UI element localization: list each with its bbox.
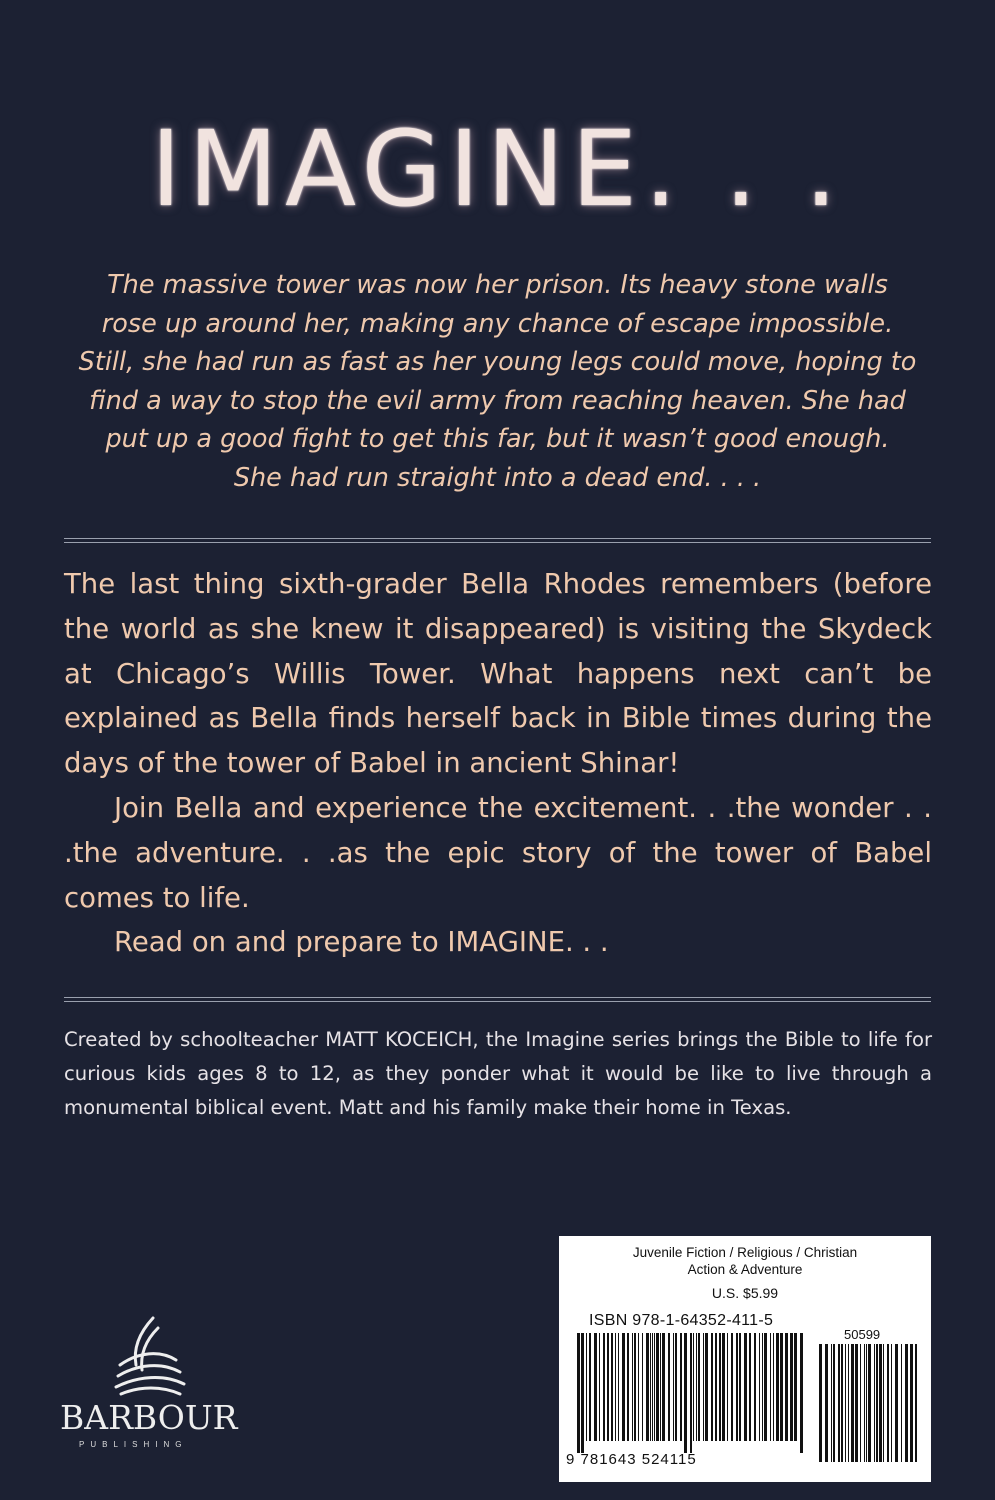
barcode-bar (634, 1333, 636, 1441)
barcode-bar (656, 1333, 659, 1441)
barcode-bar (915, 1344, 917, 1462)
price-barcode-icon (819, 1344, 919, 1474)
barcode-bar (638, 1333, 639, 1441)
barcode-bar (901, 1344, 902, 1462)
barcode-bar (800, 1333, 803, 1453)
barcode-bar (698, 1333, 700, 1441)
barcode-bar (759, 1333, 760, 1441)
barcode-bar (794, 1333, 797, 1441)
publisher-name: BARBOUR (60, 1398, 238, 1437)
publisher-logo-icon (58, 1310, 238, 1460)
barcode-bar (618, 1333, 619, 1441)
barcode-bar (673, 1333, 674, 1441)
barcode-bar (749, 1333, 751, 1441)
barcode-bar (744, 1333, 747, 1441)
category-line-2: Action & Adventure (687, 1262, 803, 1277)
teaser-line: find a way to stop the evil army from reaching heaven. She had (89, 385, 906, 416)
barcode-bar (642, 1333, 643, 1441)
barcode-bar (650, 1333, 651, 1441)
barcode-bar (841, 1344, 843, 1462)
barcode-bar (690, 1333, 692, 1453)
barcode-bar (705, 1333, 708, 1441)
barcode-bar (696, 1333, 697, 1441)
barcode-bar (603, 1333, 605, 1441)
barcode-bar (654, 1333, 655, 1441)
barcode-bar (855, 1344, 858, 1462)
barcode-bar (891, 1344, 892, 1462)
barcode-bar (770, 1333, 771, 1441)
barcode-bar (876, 1344, 878, 1462)
barcode-bar (589, 1333, 591, 1441)
barcode-bar (780, 1333, 783, 1441)
teaser-line: rose up around her, making any chance of escape impossible. (101, 308, 894, 339)
barcode-digits: 9 781643 524115 (566, 1451, 697, 1468)
barcode-bar (739, 1333, 741, 1441)
barcode-bar (866, 1344, 867, 1462)
barcode-bar (848, 1344, 849, 1462)
barcode-bar (838, 1344, 840, 1462)
barcode-bar (680, 1333, 682, 1441)
barcode-bar (883, 1344, 884, 1462)
barcode-bar (790, 1333, 793, 1441)
category-label (559, 1244, 931, 1278)
barcode-bar (762, 1333, 763, 1441)
barcode-bar (622, 1333, 625, 1441)
barcode-bar (586, 1333, 587, 1441)
barcode-bar (825, 1344, 828, 1462)
barcode-bar (652, 1333, 653, 1441)
barcode-bar (773, 1333, 774, 1441)
isbn-barcode-icon (577, 1333, 805, 1453)
barcode-bar (910, 1344, 913, 1462)
barcode-bar (764, 1333, 767, 1441)
description-paragraph-3: Read on and prepare to IMAGINE. . . (114, 926, 609, 959)
barcode-bar (693, 1333, 694, 1441)
barcode-bar (715, 1333, 717, 1441)
divider-top (64, 538, 931, 543)
barcode-bar (736, 1333, 738, 1441)
publisher-subtitle: PUBLISHING (79, 1440, 188, 1449)
barcode-panel (559, 1236, 931, 1482)
barcode-bar (722, 1333, 725, 1441)
barcode-bar (831, 1344, 832, 1462)
description-paragraph-2: Join Bella and experience the excitement. . .the wonder . . .the adventure. . .as the epic story of the tower of Babel comes to life. (64, 791, 932, 914)
barcode-bar (719, 1333, 721, 1441)
barcode-bar (868, 1344, 871, 1462)
book-description (64, 562, 932, 965)
teaser-line: The massive tower was now her prison. Its heavy stone walls (107, 270, 888, 300)
cover-title: IMAGINE. . . (150, 108, 845, 230)
author-bio: Created by schoolteacher MATT KOCEICH, the Imagine series brings the Bible to life for curious kids ages 8 to 12, as they ponder what it would be like to live through a monumental biblical event. Matt and his family make their home in Texas. (64, 1028, 932, 1119)
teaser-line: put up a good fight to get this far, but it wasn’t good enough. (105, 424, 890, 454)
teaser-line: She had run straight into a dead end. . . . (233, 462, 762, 493)
description-paragraph-1: The last thing sixth-grader Bella Rhodes remembers (before the world as she knew it disappeared) is visiting the Skydeck at Chicago’s Willis Tower. What happens next can’t be explained as Bella finds herself back in Bible times during the days of the tower of Babel in ancient Shinar! (64, 568, 932, 780)
barcode-bar (851, 1344, 854, 1462)
barcode-bar (845, 1344, 846, 1462)
barcode-bar (819, 1344, 822, 1462)
barcode-bar (684, 1333, 687, 1453)
barcode-bar (646, 1333, 649, 1441)
barcode-bar (879, 1344, 882, 1462)
barcode-bar (627, 1333, 629, 1441)
barcode-bar (731, 1333, 733, 1441)
teaser-line: Still, she had run as fast as her young legs could move, hoping to (78, 347, 917, 377)
isbn-label: ISBN 978-1-64352-411-5 (589, 1312, 774, 1329)
barcode-bar (754, 1333, 756, 1441)
barcode-bar (660, 1333, 661, 1441)
barcode-bar (860, 1344, 861, 1462)
barcode-bar (776, 1333, 779, 1441)
barcode-bar (577, 1333, 580, 1453)
divider-bottom (64, 997, 931, 1002)
barcode-bar (785, 1333, 788, 1441)
barcode-bar (668, 1333, 670, 1441)
barcode-bar (581, 1333, 584, 1453)
barcode-bar (703, 1333, 704, 1441)
barcode-bar (615, 1333, 616, 1441)
price-label: U.S. $5.99 (711, 1285, 779, 1301)
teaser-excerpt (60, 266, 935, 497)
barcode-bar (833, 1344, 835, 1462)
category-line-1: Juvenile Fiction / Religious / Christian (632, 1245, 858, 1260)
barcode-bar (895, 1344, 898, 1462)
barcode-bar (874, 1344, 875, 1462)
barcode-bar (905, 1344, 908, 1462)
barcode-bar (675, 1333, 677, 1441)
barcode-bar (632, 1333, 633, 1441)
barcode-bar (594, 1333, 597, 1441)
barcode-bar (607, 1333, 609, 1441)
barcode-bar (711, 1333, 713, 1441)
barcode-bar (864, 1344, 865, 1462)
barcode-bar (662, 1333, 665, 1441)
barcode-bar (727, 1333, 728, 1441)
barcode-bar (611, 1333, 613, 1441)
barcode-bar (599, 1333, 600, 1441)
price-code-label: 50599 (844, 1327, 881, 1342)
barcode-bar (887, 1344, 889, 1462)
